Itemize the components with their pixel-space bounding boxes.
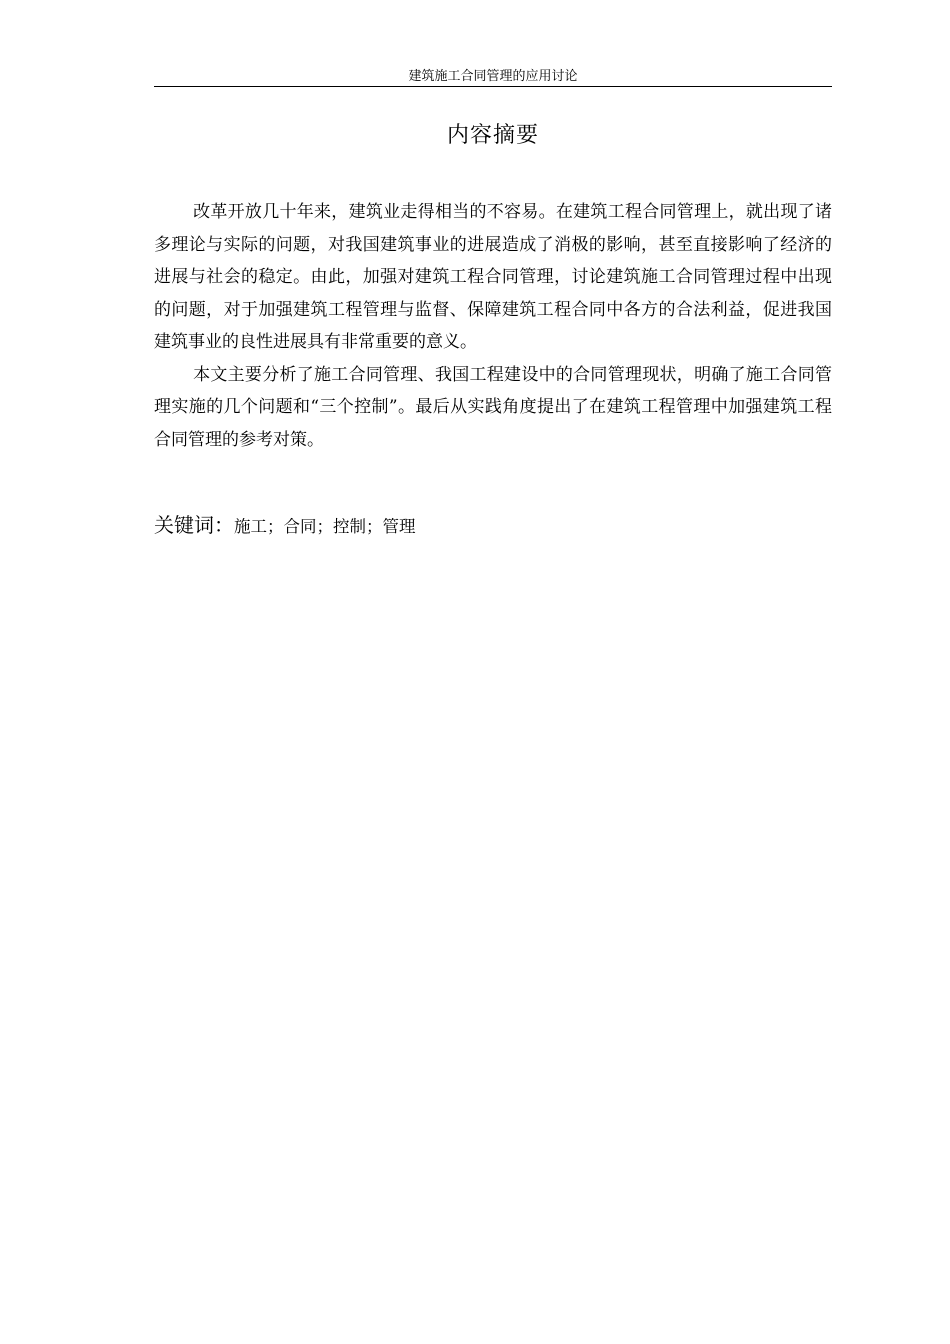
keywords-line — [154, 509, 832, 544]
keywords-list: 施工；合同；控制；管理 — [234, 517, 416, 536]
abstract-body — [154, 196, 832, 456]
abstract-paragraph-1: 改革开放几十年来，建筑业走得相当的不容易。在建筑工程合同管理上，就出现了诸多理论与实际的问题，对我国建筑事业的进展造成了消极的影响，甚至直接影响了经济的进展与社会的稳定。由此，加强对建筑工程合同管理，讨论建筑施工合同管理过程中出现的问题，对于加强建筑工程管理与监督、保障建筑工程合同中各方的合法利益，促进我国建筑事业的良性进展具有非常重要的意义。 — [154, 202, 832, 352]
keywords-label: 关键词： — [154, 513, 234, 537]
running-header: 建筑施工合同管理的应用讨论 — [408, 68, 578, 83]
abstract-title: 内容摘要 — [446, 123, 539, 148]
header-rule — [154, 86, 832, 87]
abstract-paragraph-2: 本文主要分析了施工合同管理、我国工程建设中的合同管理现状，明确了施工合同管理实施的几个问题和“三个控制”。最后从实践角度提出了在建筑工程管理中加强建筑工程合同管理的参考对策。 — [154, 364, 832, 450]
